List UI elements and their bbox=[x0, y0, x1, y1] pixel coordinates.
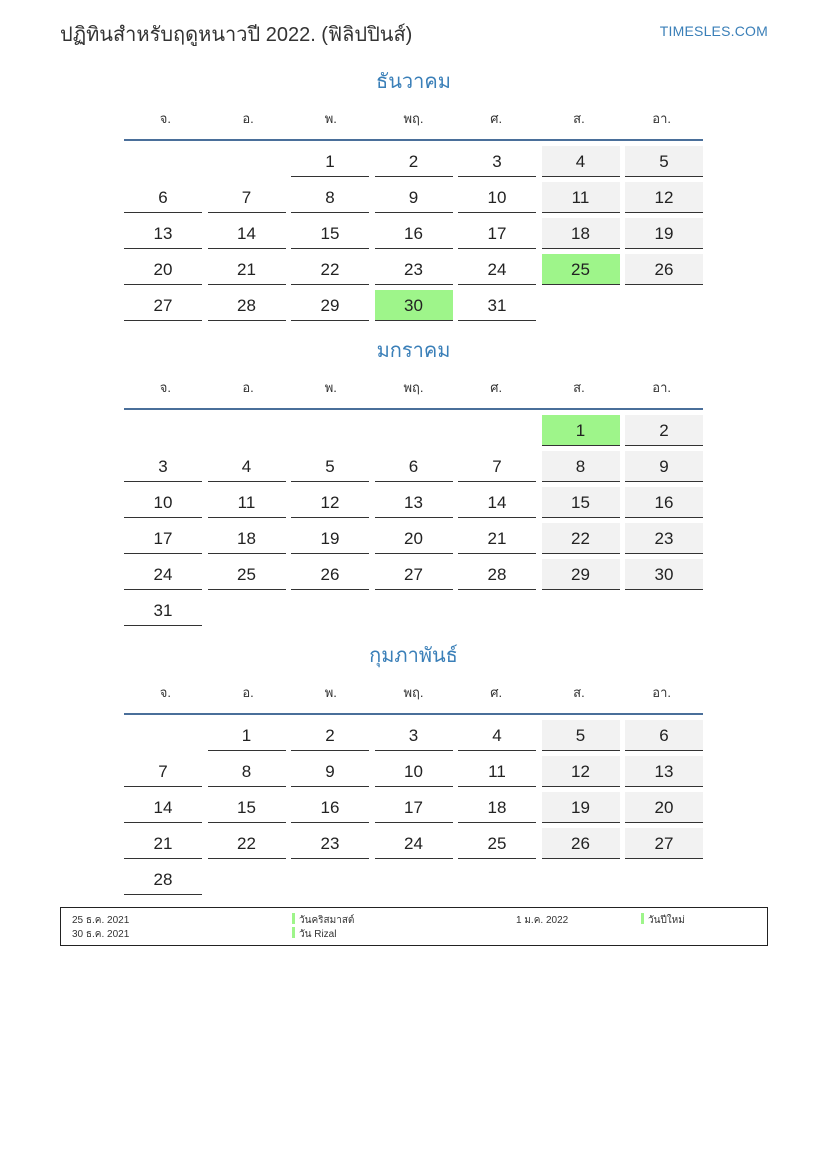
day-cell bbox=[208, 828, 286, 859]
week-row bbox=[124, 487, 703, 523]
week-row bbox=[124, 523, 703, 559]
page-title: ปฏิทินสำหรับฤดูหนาวปี 2022. (ฟิลิปปินส์) bbox=[60, 24, 413, 46]
day-number: 1 bbox=[325, 152, 335, 171]
day-cell bbox=[124, 254, 202, 285]
weekday-label: อ. bbox=[242, 110, 254, 126]
legend-color-swatch bbox=[292, 913, 295, 924]
day-number: 5 bbox=[325, 457, 335, 476]
week-row bbox=[124, 792, 703, 828]
weekday-label: จ. bbox=[159, 379, 171, 395]
day-cell bbox=[124, 559, 202, 590]
day-number: 18 bbox=[571, 224, 590, 243]
day-cell bbox=[375, 720, 453, 751]
weekday-label: ส. bbox=[573, 110, 585, 126]
week-row bbox=[124, 182, 703, 218]
weekday-label: พฤ. bbox=[403, 110, 424, 126]
day-cell bbox=[124, 792, 202, 823]
day-cell bbox=[458, 523, 536, 554]
day-number: 15 bbox=[237, 798, 256, 817]
legend-date: 1 ม.ค. 2022 bbox=[516, 915, 569, 926]
day-cell bbox=[542, 559, 620, 590]
day-number: 13 bbox=[404, 493, 423, 512]
day-number: 5 bbox=[575, 726, 586, 745]
empty-cell bbox=[625, 595, 703, 626]
day-number: 17 bbox=[404, 798, 423, 817]
day-number: 3 bbox=[492, 152, 502, 171]
week-row bbox=[124, 864, 703, 900]
day-number: 15 bbox=[320, 224, 340, 243]
day-number: 23 bbox=[404, 260, 423, 279]
day-cell bbox=[625, 792, 703, 823]
weekday-label: อา. bbox=[652, 110, 672, 126]
day-number: 20 bbox=[654, 798, 674, 817]
day-number: 26 bbox=[320, 565, 340, 584]
day-cell bbox=[291, 182, 369, 213]
day-cell bbox=[291, 756, 369, 787]
day-cell bbox=[291, 146, 369, 177]
day-number: 13 bbox=[654, 762, 674, 781]
day-number: 29 bbox=[320, 296, 340, 315]
day-cell bbox=[208, 218, 286, 249]
day-number: 12 bbox=[571, 762, 590, 781]
day-number: 7 bbox=[158, 762, 168, 781]
day-number: 31 bbox=[153, 601, 173, 620]
day-cell bbox=[458, 451, 536, 482]
day-number: 1 bbox=[241, 726, 252, 745]
day-cell bbox=[542, 218, 620, 249]
holiday-day-cell bbox=[375, 290, 453, 321]
day-cell bbox=[124, 451, 202, 482]
day-cell bbox=[291, 523, 369, 554]
weekday-label: อา. bbox=[652, 379, 672, 395]
weekday-label: ส. bbox=[573, 684, 585, 700]
day-cell bbox=[375, 828, 453, 859]
day-cell bbox=[625, 146, 703, 177]
day-cell bbox=[124, 864, 202, 895]
day-number: 11 bbox=[237, 493, 256, 512]
day-number: 2 bbox=[659, 421, 669, 440]
day-number: 27 bbox=[153, 296, 173, 315]
day-number: 11 bbox=[488, 762, 506, 781]
day-cell bbox=[291, 828, 369, 859]
day-number: 13 bbox=[153, 224, 173, 243]
day-cell bbox=[291, 218, 369, 249]
day-cell bbox=[542, 792, 620, 823]
day-number: 12 bbox=[320, 493, 340, 512]
day-cell bbox=[208, 720, 286, 751]
empty-cell bbox=[291, 864, 369, 895]
day-number: 16 bbox=[320, 798, 340, 817]
weekday-header bbox=[124, 103, 703, 133]
day-cell bbox=[458, 559, 536, 590]
day-number: 22 bbox=[571, 529, 590, 548]
day-cell bbox=[458, 756, 536, 787]
day-number: 2 bbox=[325, 726, 335, 745]
month-december bbox=[124, 67, 703, 326]
day-cell bbox=[625, 218, 703, 249]
weekday-label: จ. bbox=[159, 684, 171, 700]
day-number: 1 bbox=[575, 421, 586, 440]
day-cell bbox=[625, 451, 703, 482]
day-number: 18 bbox=[237, 529, 256, 548]
day-cell bbox=[625, 254, 703, 285]
week-row bbox=[124, 451, 703, 487]
empty-cell bbox=[375, 595, 453, 626]
day-number: 16 bbox=[404, 224, 423, 243]
empty-cell bbox=[208, 146, 286, 177]
day-cell bbox=[124, 828, 202, 859]
day-number: 28 bbox=[487, 565, 507, 584]
day-number: 21 bbox=[153, 834, 173, 853]
day-cell bbox=[375, 523, 453, 554]
day-cell bbox=[458, 720, 536, 751]
day-number: 9 bbox=[659, 457, 669, 476]
weekday-header bbox=[124, 677, 703, 707]
day-cell bbox=[208, 487, 286, 518]
day-cell bbox=[458, 218, 536, 249]
month-february bbox=[124, 641, 703, 900]
day-cell bbox=[458, 146, 536, 177]
day-number: 10 bbox=[404, 762, 423, 781]
day-cell bbox=[458, 487, 536, 518]
day-cell bbox=[375, 487, 453, 518]
day-cell bbox=[291, 559, 369, 590]
empty-cell bbox=[458, 864, 536, 895]
day-number: 26 bbox=[654, 260, 674, 279]
day-number: 18 bbox=[487, 798, 507, 817]
day-number: 7 bbox=[241, 188, 252, 207]
day-cell bbox=[458, 828, 536, 859]
weekday-label: ศ. bbox=[490, 379, 503, 395]
week-row bbox=[124, 290, 703, 326]
day-cell bbox=[291, 290, 369, 321]
empty-cell bbox=[375, 415, 453, 446]
day-number: 20 bbox=[153, 260, 173, 279]
day-number: 12 bbox=[654, 188, 674, 207]
day-number: 27 bbox=[404, 565, 423, 584]
weekday-label: พฤ. bbox=[403, 684, 424, 700]
day-number: 6 bbox=[659, 726, 669, 745]
day-number: 5 bbox=[659, 152, 669, 171]
day-cell bbox=[625, 523, 703, 554]
empty-cell bbox=[542, 864, 620, 895]
day-grid bbox=[124, 146, 703, 326]
legend-color-swatch bbox=[641, 913, 644, 924]
day-number: 19 bbox=[320, 529, 340, 548]
day-cell bbox=[375, 218, 453, 249]
day-cell bbox=[542, 756, 620, 787]
week-row bbox=[124, 559, 703, 595]
day-number: 14 bbox=[237, 224, 256, 243]
day-number: 23 bbox=[320, 834, 340, 853]
day-number: 30 bbox=[654, 565, 674, 584]
day-cell bbox=[208, 523, 286, 554]
day-cell bbox=[458, 290, 536, 321]
weekday-label: พ. bbox=[324, 379, 337, 395]
day-cell bbox=[124, 290, 202, 321]
weekday-label: พฤ. bbox=[403, 379, 424, 395]
day-cell bbox=[291, 451, 369, 482]
day-grid bbox=[124, 415, 703, 631]
day-number: 24 bbox=[487, 260, 507, 279]
day-cell bbox=[625, 415, 703, 446]
empty-cell bbox=[124, 415, 202, 446]
empty-cell bbox=[458, 415, 536, 446]
legend-color-swatch bbox=[292, 927, 295, 938]
day-number: 21 bbox=[487, 529, 507, 548]
day-number: 4 bbox=[492, 726, 502, 745]
day-number: 29 bbox=[571, 565, 590, 584]
month-title: มกราคม bbox=[376, 340, 451, 362]
day-number: 30 bbox=[404, 296, 423, 315]
empty-cell bbox=[625, 864, 703, 895]
day-number: 22 bbox=[237, 834, 256, 853]
holiday-legend bbox=[60, 907, 768, 946]
day-cell bbox=[458, 792, 536, 823]
empty-cell bbox=[208, 595, 286, 626]
empty-cell bbox=[458, 595, 536, 626]
day-cell bbox=[625, 559, 703, 590]
day-number: 28 bbox=[237, 296, 256, 315]
day-number: 15 bbox=[571, 493, 590, 512]
week-row bbox=[124, 415, 703, 451]
day-cell bbox=[375, 146, 453, 177]
day-cell bbox=[375, 182, 453, 213]
empty-cell bbox=[208, 864, 286, 895]
weekday-label: ส. bbox=[573, 379, 585, 395]
day-cell bbox=[375, 254, 453, 285]
weekday-label: พ. bbox=[324, 110, 337, 126]
weekday-label: ศ. bbox=[490, 684, 503, 700]
legend-holiday-name: วัน Rizal bbox=[299, 929, 337, 940]
month-title: กุมภาพันธ์ bbox=[369, 645, 458, 667]
day-cell bbox=[375, 756, 453, 787]
empty-cell bbox=[291, 415, 369, 446]
legend-holiday-name: วันปีใหม่ bbox=[648, 915, 685, 926]
week-row bbox=[124, 595, 703, 631]
day-cell bbox=[458, 254, 536, 285]
day-number: 24 bbox=[153, 565, 173, 584]
header-divider bbox=[124, 139, 703, 141]
day-number: 3 bbox=[158, 457, 168, 476]
day-cell bbox=[542, 146, 620, 177]
day-cell bbox=[208, 254, 286, 285]
week-row bbox=[124, 218, 703, 254]
day-cell bbox=[542, 828, 620, 859]
legend-date: 30 ธ.ค. 2021 bbox=[72, 929, 130, 940]
empty-cell bbox=[625, 290, 703, 321]
day-number: 4 bbox=[575, 152, 586, 171]
day-number: 25 bbox=[237, 565, 256, 584]
week-row bbox=[124, 828, 703, 864]
day-cell bbox=[208, 559, 286, 590]
day-number: 19 bbox=[654, 224, 674, 243]
day-number: 9 bbox=[408, 188, 419, 207]
day-number: 14 bbox=[487, 493, 507, 512]
day-grid bbox=[124, 720, 703, 900]
day-cell bbox=[208, 290, 286, 321]
day-number: 28 bbox=[153, 870, 173, 889]
day-number: 10 bbox=[487, 188, 507, 207]
day-number: 24 bbox=[404, 834, 423, 853]
day-cell bbox=[291, 792, 369, 823]
empty-cell bbox=[291, 595, 369, 626]
weekday-header bbox=[124, 372, 703, 402]
day-cell bbox=[625, 828, 703, 859]
day-cell bbox=[375, 559, 453, 590]
day-number: 8 bbox=[241, 762, 252, 781]
legend-holiday-name: วันคริสมาสต์ bbox=[299, 915, 355, 926]
header-divider bbox=[124, 713, 703, 715]
day-number: 8 bbox=[575, 457, 586, 476]
day-cell bbox=[208, 182, 286, 213]
day-cell bbox=[124, 756, 202, 787]
day-number: 16 bbox=[654, 493, 674, 512]
day-number: 11 bbox=[571, 188, 590, 207]
day-cell bbox=[542, 523, 620, 554]
day-cell bbox=[291, 487, 369, 518]
day-cell bbox=[208, 756, 286, 787]
empty-cell bbox=[124, 146, 202, 177]
weekday-label: อา. bbox=[652, 684, 672, 700]
day-cell bbox=[458, 182, 536, 213]
week-row bbox=[124, 254, 703, 290]
empty-cell bbox=[542, 290, 620, 321]
day-cell bbox=[124, 523, 202, 554]
day-cell bbox=[208, 792, 286, 823]
day-cell bbox=[124, 487, 202, 518]
holiday-day-cell bbox=[542, 415, 620, 446]
weekday-label: พ. bbox=[324, 684, 337, 700]
week-row bbox=[124, 720, 703, 756]
day-number: 8 bbox=[325, 188, 335, 207]
month-title: ธันวาคม bbox=[376, 71, 451, 93]
day-cell bbox=[542, 487, 620, 518]
day-number: 31 bbox=[487, 296, 507, 315]
day-number: 20 bbox=[404, 529, 423, 548]
day-number: 17 bbox=[153, 529, 173, 548]
weekday-label: อ. bbox=[242, 379, 254, 395]
weekday-label: ศ. bbox=[490, 110, 503, 126]
empty-cell bbox=[375, 864, 453, 895]
legend-date: 25 ธ.ค. 2021 bbox=[72, 915, 130, 926]
day-number: 25 bbox=[571, 260, 590, 279]
day-cell bbox=[375, 451, 453, 482]
day-number: 14 bbox=[153, 798, 173, 817]
day-cell bbox=[625, 720, 703, 751]
day-cell bbox=[124, 182, 202, 213]
day-cell bbox=[542, 720, 620, 751]
day-number: 6 bbox=[408, 457, 419, 476]
day-number: 7 bbox=[492, 457, 502, 476]
day-number: 10 bbox=[153, 493, 173, 512]
day-number: 19 bbox=[571, 798, 590, 817]
day-number: 4 bbox=[241, 457, 252, 476]
day-cell bbox=[625, 756, 703, 787]
header-divider bbox=[124, 408, 703, 410]
day-cell bbox=[124, 595, 202, 626]
day-number: 17 bbox=[487, 224, 507, 243]
week-row bbox=[124, 756, 703, 792]
day-cell bbox=[625, 182, 703, 213]
weekday-label: จ. bbox=[159, 110, 171, 126]
day-cell bbox=[208, 451, 286, 482]
empty-cell bbox=[124, 720, 202, 751]
week-row bbox=[124, 146, 703, 182]
day-cell bbox=[542, 182, 620, 213]
day-cell bbox=[124, 218, 202, 249]
day-cell bbox=[625, 487, 703, 518]
day-number: 6 bbox=[158, 188, 168, 207]
weekday-label: อ. bbox=[242, 684, 254, 700]
holiday-day-cell bbox=[542, 254, 620, 285]
day-number: 23 bbox=[654, 529, 674, 548]
day-cell bbox=[291, 254, 369, 285]
empty-cell bbox=[542, 595, 620, 626]
day-cell bbox=[291, 720, 369, 751]
month-january bbox=[124, 336, 703, 631]
day-number: 22 bbox=[320, 260, 340, 279]
brand-link[interactable]: TIMESLES.COM bbox=[659, 23, 768, 39]
day-number: 2 bbox=[408, 152, 419, 171]
day-number: 21 bbox=[237, 260, 256, 279]
empty-cell bbox=[208, 415, 286, 446]
day-number: 26 bbox=[571, 834, 590, 853]
day-cell bbox=[375, 792, 453, 823]
day-number: 9 bbox=[325, 762, 335, 781]
day-number: 3 bbox=[408, 726, 419, 745]
day-cell bbox=[542, 451, 620, 482]
day-number: 25 bbox=[487, 834, 507, 853]
day-number: 27 bbox=[654, 834, 674, 853]
